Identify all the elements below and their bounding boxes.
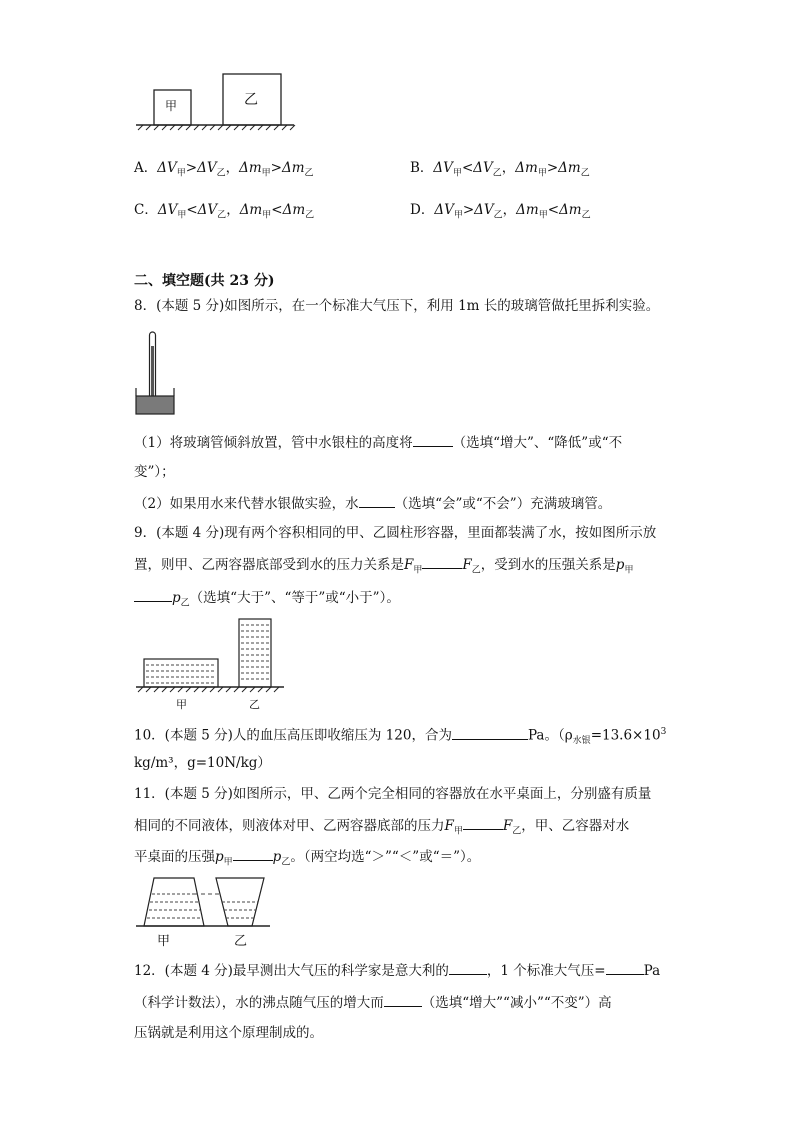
option-b: B．$\Delta V_甲<\Delta V_乙$，$\Delta m_甲>\Delta m_乙$ [410, 160, 590, 179]
option-c: C．$\Delta V_甲<\Delta V_乙$，$\Delta m_甲<\Delta m_乙$ [134, 202, 315, 221]
q9-line1: 9．(本题 4 分)现有两个容积相同的甲、乙圆柱形容器，里面都装满了水，按如图所示放 [134, 525, 657, 541]
q10-line2: kg/m³，g=10N/kg） [134, 755, 271, 771]
section-heading: 二、填空题(共 23 分) [134, 273, 275, 289]
q11-fig-label-yi: 乙 [234, 934, 248, 949]
q11-line2: 相同的不同液体，则液体对甲、乙两容器底部的压力$F_甲$ $F_乙$，甲、乙容器对水 [134, 815, 629, 842]
q12-blank-1[interactable] [449, 960, 487, 975]
q12-line3: 压锅就是利用这个原理制成的。 [134, 1025, 323, 1041]
q12-line1: 12．(本题 4 分)最早测出大气压的科学家是意大利的 ，1 个标准大气压= Pa [134, 960, 660, 981]
q8-part1-line2: 变”）； [134, 464, 175, 480]
q11-blank-1[interactable] [463, 815, 503, 830]
containers-figure-q11 [134, 872, 274, 932]
q9-line3: $p_乙$（选填“大于”、“等于”或“小于”）。 [134, 587, 400, 614]
q12-line2: （科学计数法），水的沸点随气压的增大而 （选填“增大”“减小”“不变”）高 [134, 992, 612, 1013]
block-label-yi: 乙 [244, 92, 258, 108]
q11-blank-2[interactable] [233, 846, 273, 861]
q9-blank-2[interactable] [134, 587, 172, 602]
blocks-figure [134, 72, 298, 132]
q8-part1-line1: （1）将玻璃管倾斜放置，管中水银柱的高度将 （选填“增大”、“降低”或“不 [134, 432, 622, 453]
q12-blank-2[interactable] [606, 960, 644, 975]
torricelli-figure [134, 330, 178, 416]
q8-stem: 8．(本题 5 分)如图所示，在一个标准大气压下，利用 1m 长的玻璃管做托里拆利实验。 [134, 298, 660, 314]
option-a: A．$\Delta V_甲>\Delta V_乙$，$\Delta m_甲>\Delta m_乙$ [134, 160, 314, 179]
q9-fig-label-jia: 甲 [176, 698, 187, 711]
q10-blank[interactable] [452, 725, 528, 740]
containers-figure-q9 [134, 615, 286, 695]
q10-line1: 10．(本题 5 分)人的血压高压即收缩压为 120，合为 Pa。（$\rho_{水银}=13.6\times 10^3$ [134, 722, 666, 751]
q8-part2: （2）如果用水来代替水银做实验，水 （选填“会”或“不会”）充满玻璃管。 [134, 493, 611, 514]
q11-line1: 11．(本题 5 分)如图所示，甲、乙两个完全相同的容器放在水平桌面上，分别盛有质量 [134, 786, 652, 802]
q11-fig-label-jia: 甲 [157, 934, 171, 949]
q11-line3: 平桌面的压强$p_甲$ $p_乙$。（两空均选“＞”“＜”或“＝”）。 [134, 846, 480, 873]
q9-fig-label-yi: 乙 [249, 698, 260, 711]
q8-blank-2[interactable] [359, 493, 395, 508]
option-d: D．$\Delta V_甲>\Delta V_乙$，$\Delta m_甲<\Delta m_乙$ [410, 202, 591, 221]
q9-blank-1[interactable] [422, 554, 462, 569]
q8-blank-1[interactable] [413, 432, 453, 447]
q12-blank-3[interactable] [384, 992, 422, 1007]
block-label-jia: 甲 [165, 99, 178, 113]
q9-line2: 置，则甲、乙两容器底部受到水的压力关系是$F_甲$ $F_乙$，受到水的压强关系是$p_甲$ [134, 554, 633, 581]
